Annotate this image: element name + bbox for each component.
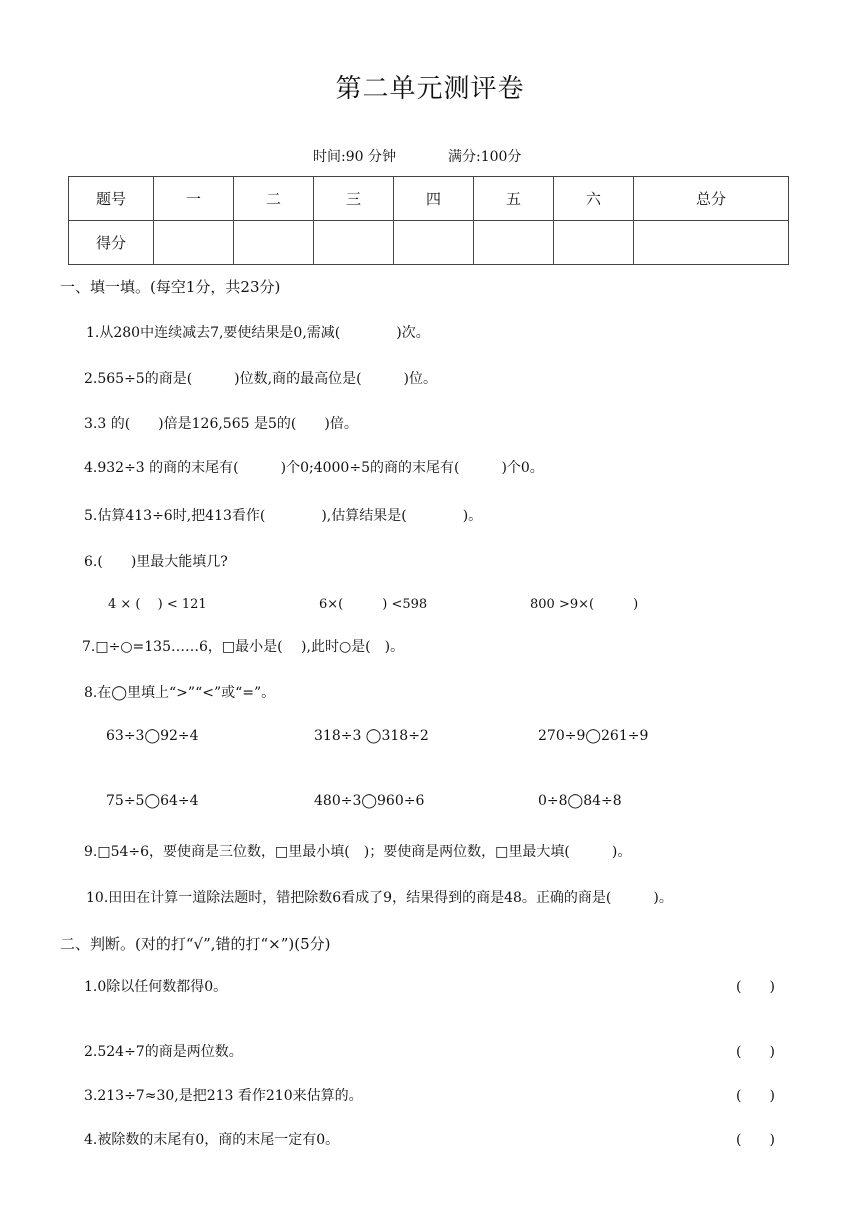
header-cell: 二 bbox=[234, 177, 314, 221]
time-label: 时间:90 分钟 bbox=[313, 149, 396, 165]
question-5: 5.估算413÷6时,把413看作( ),估算结果是( )。 bbox=[84, 508, 483, 524]
compare-item: 318÷3 ◯318÷2 bbox=[314, 728, 429, 744]
score-row-label: 得分 bbox=[69, 221, 154, 265]
answer-bracket[interactable]: ( ) bbox=[736, 1088, 775, 1104]
score-cell[interactable] bbox=[634, 221, 789, 265]
question-4: 4.932÷3 的商的末尾有( )个0;4000÷5的商的末尾有( )个0。 bbox=[84, 460, 544, 476]
page-title: 第二单元测评卷 bbox=[335, 74, 525, 104]
judge-item: 3.213÷7≈30,是把213 看作210来估算的。 bbox=[84, 1088, 363, 1104]
compare-item: 63÷3◯92÷4 bbox=[106, 728, 199, 744]
header-cell: 五 bbox=[474, 177, 554, 221]
compare-item: 75÷5◯64÷4 bbox=[106, 793, 199, 809]
question-6b: 6×( ) <598 bbox=[319, 597, 428, 612]
section1-heading: 一、填一填。(每空1分，共23分) bbox=[60, 278, 281, 296]
answer-bracket[interactable]: ( ) bbox=[736, 1132, 775, 1148]
judge-item: 1.0除以任何数都得0。 bbox=[84, 979, 228, 995]
score-table bbox=[68, 176, 789, 265]
header-cell: 总分 bbox=[634, 177, 789, 221]
question-6c: 800 >9×( ) bbox=[530, 597, 639, 612]
question-9: 9.□54÷6，要使商是三位数，□里最小填( )；要使商是两位数，□里最大填( )。 bbox=[84, 844, 632, 860]
judge-item: 2.524÷7的商是两位数。 bbox=[84, 1044, 243, 1060]
question-6a: 4 × ( ) < 121 bbox=[108, 597, 207, 612]
question-3: 3.3 的( )倍是126,565 是5的( )倍。 bbox=[84, 416, 358, 432]
judge-item: 4.被除数的末尾有0，商的末尾一定有0。 bbox=[84, 1132, 340, 1148]
section2-heading: 二、判断。(对的打“√”,错的打“×”)(5分) bbox=[60, 935, 331, 953]
score-cell[interactable] bbox=[554, 221, 634, 265]
score-cell[interactable] bbox=[234, 221, 314, 265]
question-10: 10.田田在计算一道除法题时，错把除数6看成了9，结果得到的商是48。正确的商是( )。 bbox=[86, 890, 673, 906]
score-cell[interactable] bbox=[154, 221, 234, 265]
score-cell[interactable] bbox=[394, 221, 474, 265]
header-cell: 四 bbox=[394, 177, 474, 221]
score-cell[interactable] bbox=[314, 221, 394, 265]
question-6: 6.( )里最大能填几? bbox=[84, 554, 228, 570]
answer-bracket[interactable]: ( ) bbox=[736, 979, 775, 995]
compare-item: 0÷8◯84÷8 bbox=[538, 793, 622, 809]
full-score-label: 满分:100分 bbox=[447, 149, 522, 165]
compare-item: 270÷9◯261÷9 bbox=[538, 728, 649, 744]
score-table-header-row bbox=[69, 177, 789, 221]
header-cell: 六 bbox=[554, 177, 634, 221]
exam-meta bbox=[313, 146, 521, 166]
score-cell[interactable] bbox=[474, 221, 554, 265]
score-table-score-row bbox=[69, 221, 789, 265]
header-cell: 题号 bbox=[69, 177, 154, 221]
answer-bracket[interactable]: ( ) bbox=[736, 1044, 775, 1060]
question-2: 2.565÷5的商是( )位数,商的最高位是( )位。 bbox=[84, 371, 438, 387]
header-cell: 一 bbox=[154, 177, 234, 221]
header-cell: 三 bbox=[314, 177, 394, 221]
question-1: 1.从280中连续减去7,要使结果是0,需减( )次。 bbox=[86, 325, 430, 341]
compare-item: 480÷3◯960÷6 bbox=[314, 793, 425, 809]
question-8: 8.在◯里填上“>”“<”或“=”。 bbox=[84, 685, 276, 701]
question-7: 7.□÷○=135……6，□最小是( ),此时○是( )。 bbox=[82, 639, 405, 655]
